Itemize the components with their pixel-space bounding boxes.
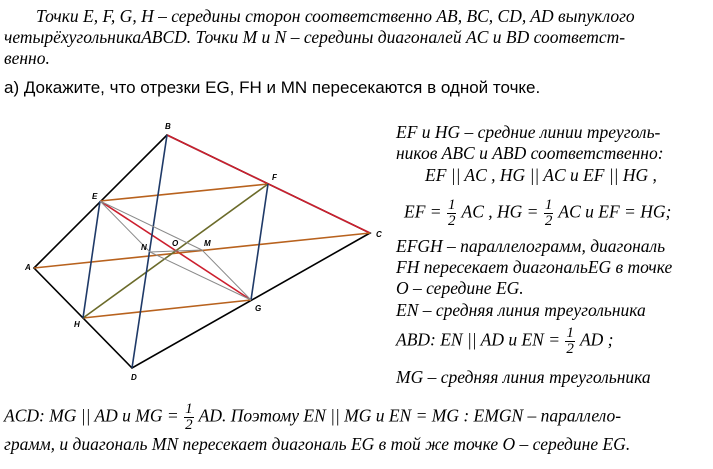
label-f: F bbox=[272, 173, 277, 182]
proof-line-3: EF || AC , HG || AC и EF || HG , bbox=[425, 165, 657, 185]
label-h: H bbox=[74, 320, 80, 329]
proof-line-9 bbox=[396, 326, 613, 357]
question-text: а) Докажите, что отрезки EG, FH и MN пересекаются в одной точке. bbox=[4, 78, 541, 97]
label-e: E bbox=[92, 192, 98, 201]
segment-ef bbox=[100, 184, 268, 201]
fraction-half: $\frac{1}{2}$ bbox=[447, 197, 456, 229]
intro-line-2: четырёхугольникаABCD. Точки M и N – середины диагоналей AC и BD соответст- bbox=[4, 27, 626, 47]
proof-line-6: FH пересекает диагональEG в точке bbox=[396, 257, 673, 277]
proof-line-8: EN – средняя линия треугольника bbox=[396, 300, 646, 320]
intro-line-1: Точки E, F, G, H – середины сторон соответственно AB, BC, CD, AD выпуклого bbox=[36, 6, 635, 26]
proof-line-4 bbox=[404, 198, 671, 229]
bottom-line-2: грамм, и диагональ MN пересекает диагональ EG в той же точке O – середине EG. bbox=[4, 434, 631, 454]
proof-line-5: EFGH – параллелограмм, диагональ bbox=[396, 236, 666, 256]
label-m: M bbox=[204, 239, 211, 248]
segment-eh bbox=[83, 201, 100, 318]
proof-eq-ef: EF = bbox=[404, 201, 442, 222]
segment-ng bbox=[150, 252, 251, 300]
proof-eq-conclusion: AC и EF = HG; bbox=[558, 201, 672, 222]
label-o: O bbox=[172, 239, 179, 248]
quadrilateral-abcd bbox=[34, 135, 370, 368]
intro-line-3: венно. bbox=[4, 48, 50, 68]
label-a: A bbox=[25, 263, 31, 272]
label-b: B bbox=[165, 122, 171, 131]
label-c: C bbox=[376, 230, 382, 239]
label-g: G bbox=[255, 304, 262, 313]
segment-mg bbox=[202, 250, 251, 300]
fraction-half: $\frac{1}{2}$ bbox=[566, 325, 574, 357]
fraction-half: $\frac{1}{2}$ bbox=[185, 401, 193, 433]
label-d: D bbox=[131, 373, 137, 382]
proof-ad: AD ; bbox=[579, 329, 614, 350]
segment-bc-red bbox=[167, 135, 370, 233]
proof-en-eq: ABD: EN || AD и EN = bbox=[396, 329, 561, 350]
proof-parallelogram-emgn: AD. Поэтому EN || MG и EN = MG : EMGN – параллело- bbox=[198, 405, 622, 426]
segment-fg bbox=[251, 184, 268, 300]
proof-mg-eq: ACD: MG || AD и MG = bbox=[4, 405, 179, 426]
bottom-line-1 bbox=[4, 402, 621, 433]
proof-line-7: O – середине EG. bbox=[396, 278, 524, 298]
proof-line-10: MG – средняя линия треугольника bbox=[396, 367, 651, 387]
proof-line-1: EF и HG – средние линии треуголь- bbox=[396, 122, 661, 142]
label-n: N bbox=[141, 243, 147, 252]
proof-eq-hg: AC , HG = bbox=[461, 201, 539, 222]
proof-line-2: ников ABC и ABD соответственно: bbox=[396, 143, 664, 163]
fraction-half: $\frac{1}{2}$ bbox=[544, 197, 553, 229]
